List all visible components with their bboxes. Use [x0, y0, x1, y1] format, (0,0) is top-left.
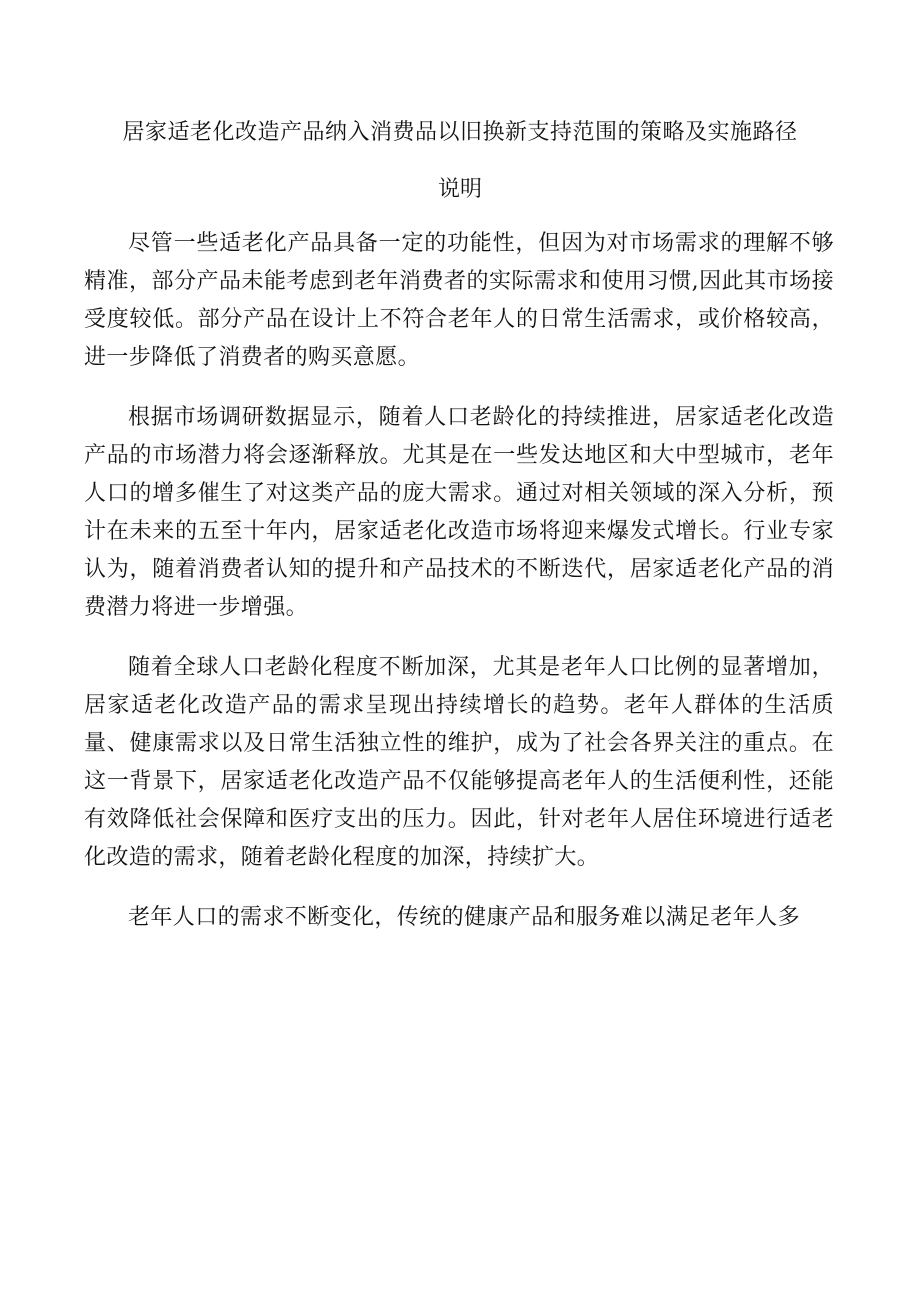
section-heading: 说明 — [437, 177, 482, 202]
document-body — [84, 225, 834, 959]
paragraph-1: 尽管一些适老化产品具备一定的功能性，但因为对市场需求的理解不够精准，部分产品未能考虑到老年消费者的实际需求和使用习惯,因此其市场接受度较低。部分产品在设计上不符合老年人的日常生活需求，或价格较高，进一步降低了消费者的购买意愿。 — [84, 231, 834, 370]
paragraph-4: 老年人口的需求不断变化，传统的健康产品和服务难以满足老年人多 — [128, 905, 801, 930]
paragraph-2: 根据市场调研数据显示，随着人口老龄化的持续推进，居家适老化改造产品的市场潜力将会逐渐释放。尤其是在一些发达地区和大中型城市，老年人口的增多催生了对这类产品的庞大需求。通过对相关领域的深入分析，预计在未来的五至十年内，居家适老化改造市场将迎来爆发式增长。行业专家认为，随着消费者认知的提升和产品技术的不断迭代，居家适老化产品的消费潜力将进一步增强。 — [84, 405, 834, 620]
document-title: 居家适老化改造产品纳入消费品以旧换新支持范围的策略及实施路径 — [122, 120, 798, 145]
paragraph-3: 随着全球人口老龄化程度不断加深，尤其是老年人口比例的显著增加，居家适老化改造产品的需求呈现出持续增长的趋势。老年人群体的生活质量、健康需求以及日常生活独立性的维护，成为了社会各界关注的重点。在这一背景下，居家适老化改造产品不仅能够提高老年人的生活便利性，还能有效降低社会保障和医疗支出的压力。因此，针对老年人居住环境进行适老化改造的需求，随着老龄化程度的加深，持续扩大。 — [84, 655, 834, 870]
